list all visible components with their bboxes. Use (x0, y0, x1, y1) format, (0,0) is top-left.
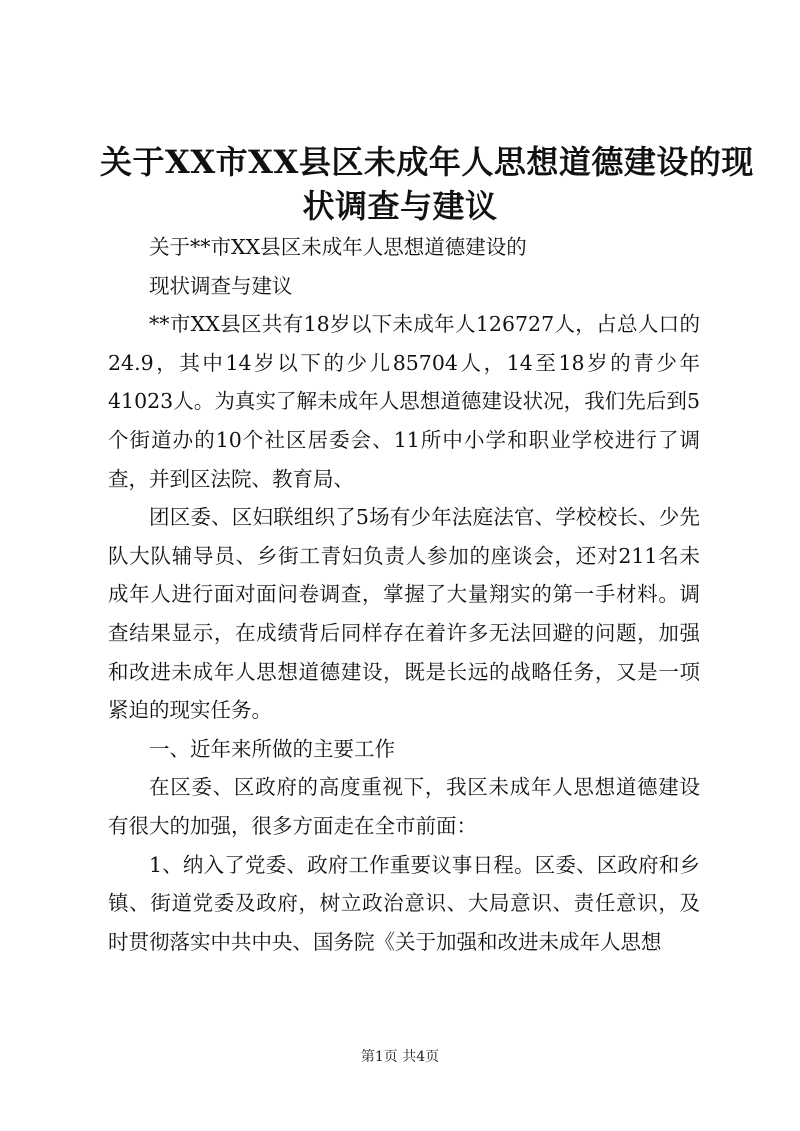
paragraph-progress: 在区委、区政府的高度重视下，我区未成年人思想道德建设有很大的加强，很多方面走在全市前面： (108, 775, 700, 838)
section-heading-main-work: 一、近年来所做的主要工作 (149, 736, 395, 761)
title-line-2: 状调查与建议 (302, 187, 498, 225)
paragraph-population: **市XX县区共有18岁以下未成年人126727人，占总人口的24.9，其中14岁以下的少儿85704人，14至18岁的青少年41023人。为真实了解未成年人思想道德建设状况，我们先后到5个街道办的10个社区居委会、11所中小学和职业学校进行了调查，并到区法院、教育局、 (108, 312, 700, 491)
document-body (108, 228, 700, 961)
paragraph-survey: 团区委、区妇联组织了5场有少年法庭法官、学校校长、少先队大队辅导员、乡街工青妇负责人参加的座谈会，还对211名未成年人进行面对面问卷调查，掌握了大量翔实的第一手材料。调查结果显示，在成绩背后同样存在着许多无法回避的问题，加强和改进未成年人思想道德建设，既是长远的战略任务，又是一项紧迫的现实任务。 (108, 505, 700, 723)
subtitle-line-1: 关于**市XX县区未成年人思想道德建设的 (149, 235, 527, 259)
subtitle-line-2: 现状调查与建议 (149, 273, 293, 298)
document-title (100, 140, 754, 228)
paragraph-item-1: 1、纳入了党委、政府工作重要议事日程。区委、区政府和乡镇、街道党委及政府，树立政治意识、大局意识、责任意识，及时贯彻落实中共中央、国务院《关于加强和改进未成年人思想 (108, 852, 700, 954)
page-footer: 第1页 共4页 (360, 1049, 440, 1065)
title-line-1: 关于XX市XX县区未成年人思想道德建设的现 (100, 143, 754, 181)
